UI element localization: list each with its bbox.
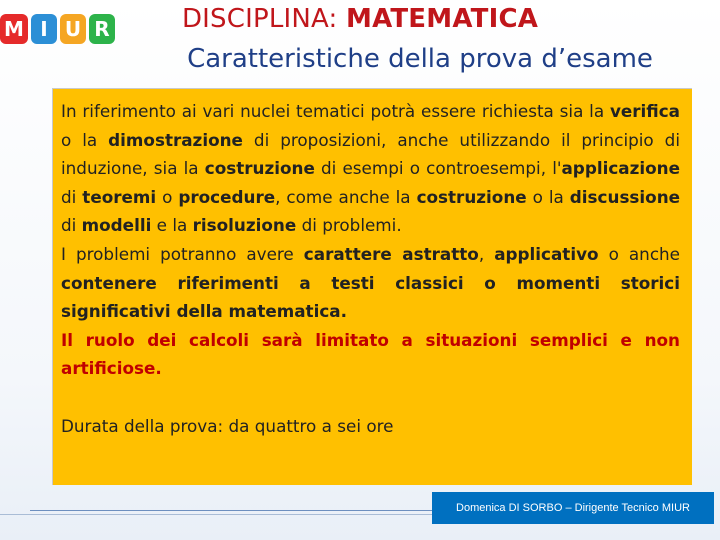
title-subject: MATEMATICA xyxy=(346,4,539,34)
paragraph-duration: Durata della prova: da quattro a sei ore xyxy=(61,415,394,436)
emphasized-term: contenere riferimenti a testi classici o momenti storici significativi della matematica. xyxy=(61,272,680,322)
logo-letter-r: R xyxy=(89,14,115,44)
emphasized-term: costruzione xyxy=(204,158,315,179)
text-run: o la xyxy=(61,129,109,150)
text-run: o anche xyxy=(598,243,681,264)
emphasized-term: verifica xyxy=(609,101,680,121)
text-run: I problemi potranno avere xyxy=(61,243,304,264)
text-run: In riferimento ai vari nuclei tematici potrà essere richiesta sia la xyxy=(61,101,610,121)
emphasized-term: procedure xyxy=(178,186,276,207)
emphasized-term: dimostrazione xyxy=(108,129,243,150)
page-subtitle: Caratteristiche della prova d’esame xyxy=(187,44,653,74)
text-run: o xyxy=(156,186,179,207)
emphasized-term: costruzione xyxy=(416,186,527,207)
paragraph-calculations: Il ruolo dei calcoli sarà limitato a situazioni semplici e non artificiose. xyxy=(61,329,680,379)
spacer xyxy=(61,383,680,412)
footer-divider xyxy=(30,510,440,511)
text-run: , xyxy=(478,243,495,264)
emphasized-term: applicazione xyxy=(561,158,680,179)
title-prefix: DISCIPLINA: xyxy=(181,4,346,34)
text-run: di proposizioni, anche utilizzando il principio di induzione, sia la xyxy=(61,129,680,179)
logo-letter-i: I xyxy=(31,14,57,44)
text-run: di esempi o controesempi, l' xyxy=(314,158,562,179)
paragraph-tasks xyxy=(61,97,680,240)
text-run: e la xyxy=(151,215,193,236)
text-run: di xyxy=(61,186,83,207)
text-run: , come anche la xyxy=(275,186,417,207)
content-box xyxy=(52,88,692,485)
logo-letter-m: M xyxy=(0,14,28,44)
text-run: o la xyxy=(526,186,570,207)
emphasized-term: modelli xyxy=(81,215,152,236)
author-footer: Domenica DI SORBO – Dirigente Tecnico MIUR xyxy=(432,492,714,524)
emphasized-term: teoremi xyxy=(82,186,157,207)
emphasized-term: discussione xyxy=(569,186,681,207)
paragraph-problems xyxy=(61,240,680,326)
footer-divider-secondary xyxy=(0,514,440,515)
emphasized-term: carattere astratto xyxy=(303,243,479,264)
text-run: di problemi. xyxy=(296,215,402,236)
page-title xyxy=(0,4,720,34)
text-run: di xyxy=(61,215,82,236)
logo-letter-u: U xyxy=(60,14,86,44)
emphasized-term: risoluzione xyxy=(192,215,297,236)
emphasized-term: applicativo xyxy=(494,243,599,264)
